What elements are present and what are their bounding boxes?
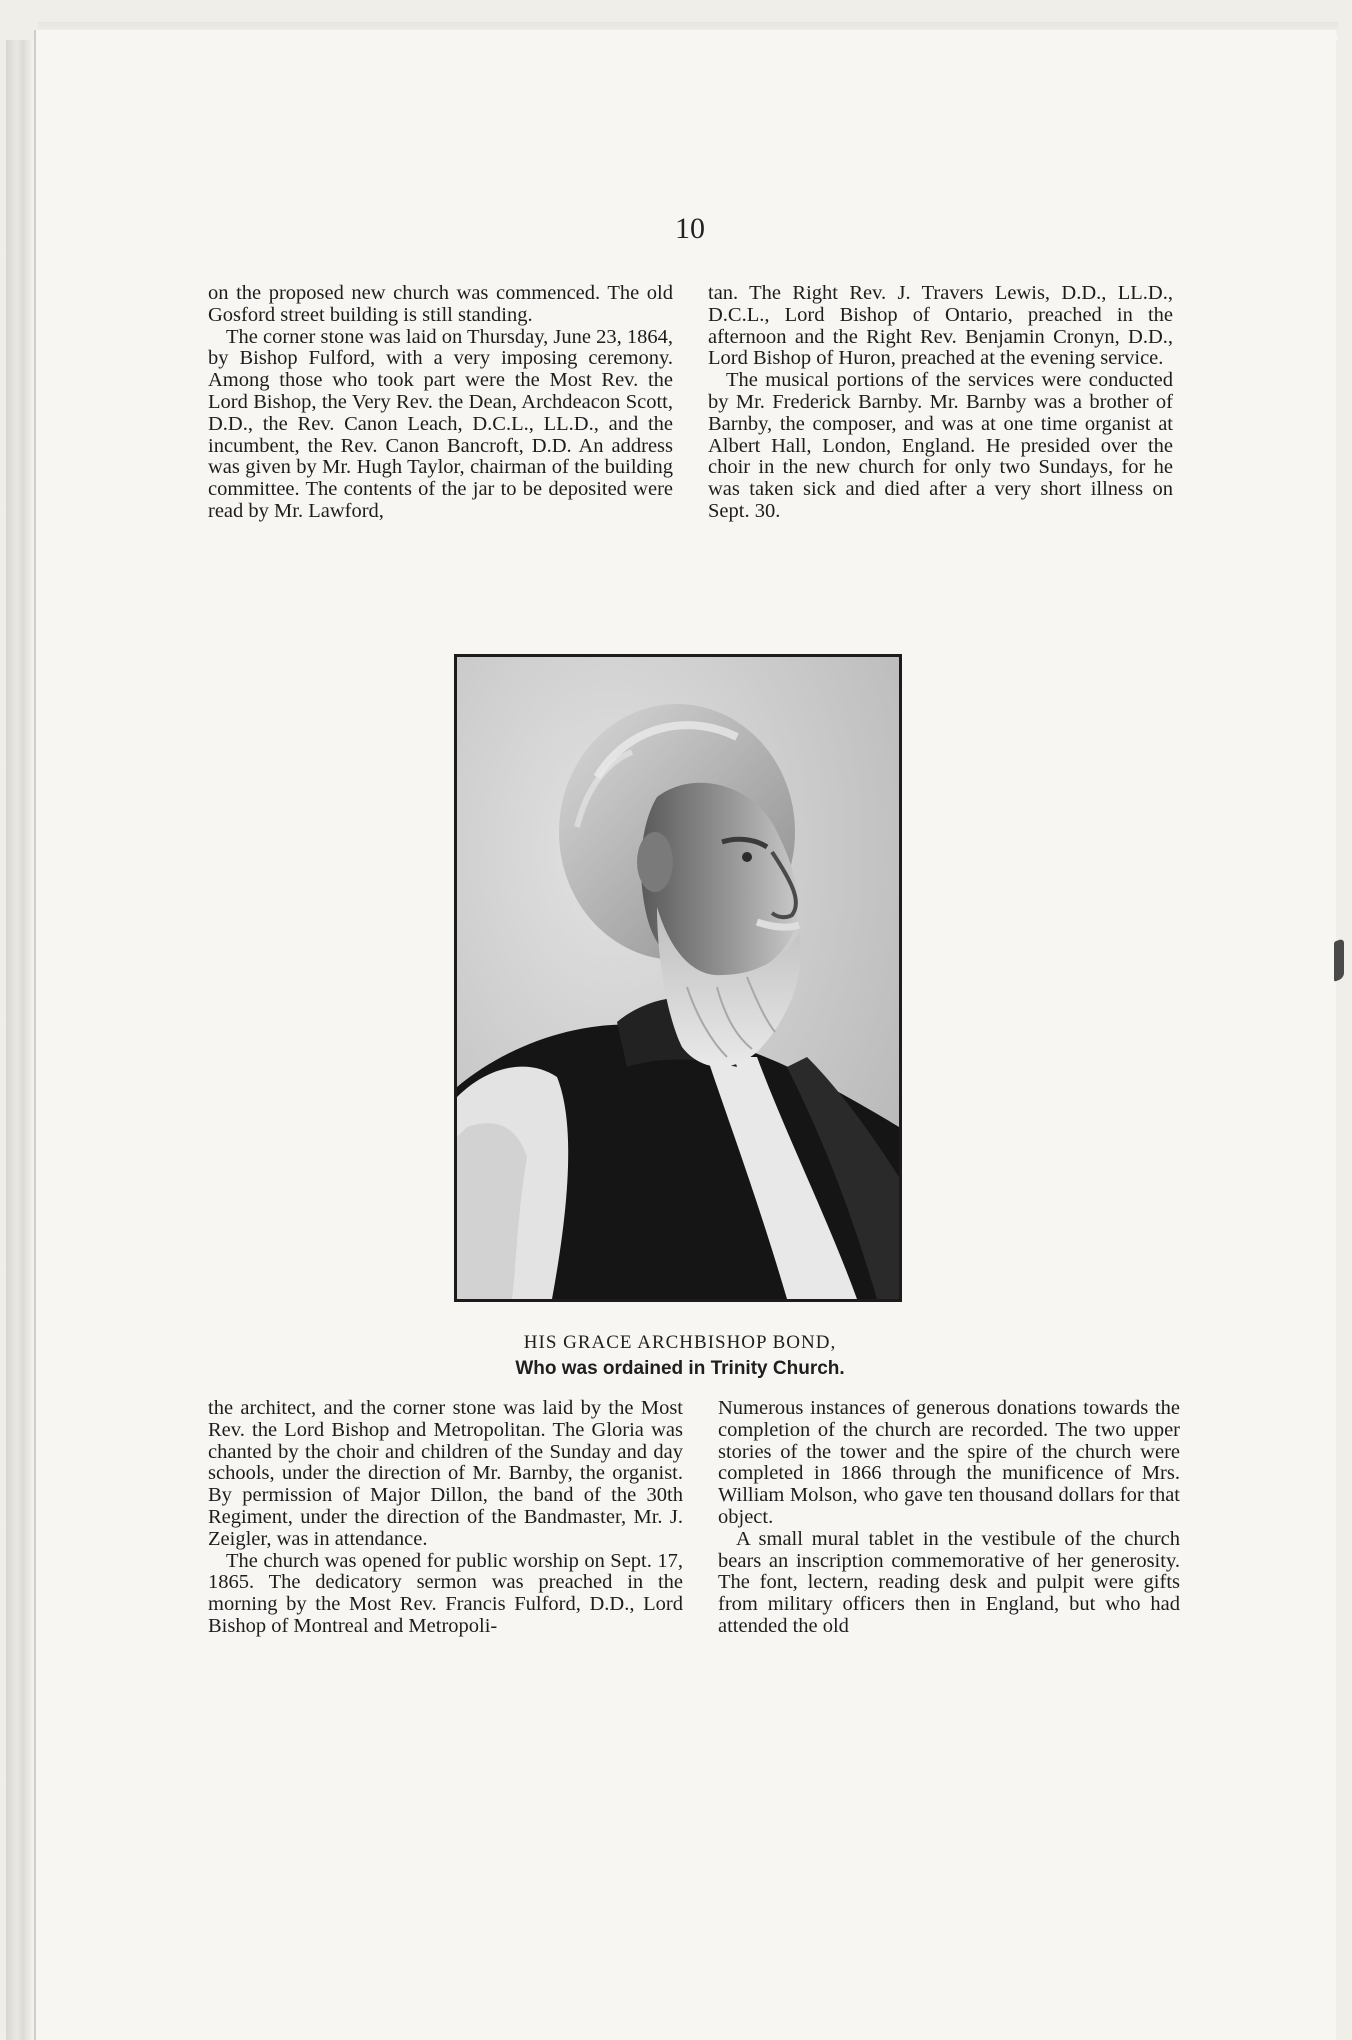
photo-caption-title: HIS GRACE ARCHBISHOP BOND, <box>523 1332 837 1353</box>
page-number: 10 <box>675 212 705 245</box>
text-column-top-left <box>208 283 673 523</box>
text-column-top-right <box>708 283 1173 523</box>
page-clip-mark <box>1334 938 1344 982</box>
portrait-photo <box>454 654 902 1302</box>
page-edge-left <box>6 40 34 2040</box>
photo-caption-subtitle: Who was ordained in Trinity Church. <box>515 1358 845 1379</box>
text-column-bottom-left <box>208 1398 683 1638</box>
paragraph: The musical portions of the services were conducted by Mr. Frederick Barnby. Mr. Barnby was a brother of Barnby, the composer, and was at one time organist at Albert Hall, London, England. He presided over the choir in the new church for only two Sundays, for he was taken sick and died after a very short illness on Sept. 30. <box>708 369 1173 522</box>
text-column-bottom-right <box>718 1398 1180 1638</box>
paragraph: Numerous instances of generous donations towards the completion of the church are recorded. The two upper stories of the tower and the spire of the church were completed in 1866 through the munificence of Mrs. William Molson, who gave ten thousand dollars for that object. <box>718 1397 1180 1528</box>
paragraph: on the proposed new church was commenced. The old Gosford street building is still standing. <box>208 282 673 326</box>
portrait-illustration <box>457 657 899 1299</box>
paragraph: The corner stone was laid on Thursday, June 23, 1864, by Bishop Fulford, with a very imposing ceremony. Among those who took part were the Most Rev. the Lord Bishop, the Very Rev. the Dean, Archdeacon Scott, D.D., the Rev. Canon Leach, D.C.L., LL.D., and the incumbent, the Rev. Canon Bancroft, D.D. An address was given by Mr. Hugh Taylor, chairman of the building committee. The contents of the jar to be deposited were read by Mr. Lawford, <box>208 325 673 522</box>
paragraph: The church was opened for public worship on Sept. 17, 1865. The dedicatory sermon was preached in the morning by the Most Rev. Francis Fulford, D.D., Lord Bishop of Montreal and Metropoli- <box>208 1549 683 1637</box>
paragraph: A small mural tablet in the vestibule of the church bears an inscription commemorative of her generosity. The font, lectern, reading desk and pulpit were gifts from military officers then in England, but who had attended the old <box>718 1527 1180 1637</box>
paragraph: tan. The Right Rev. J. Travers Lewis, D.D., LL.D., D.C.L., Lord Bishop of Ontario, preached in the afternoon and the Right Rev. Benjamin Cronyn, D.D., Lord Bishop of Huron, preached at the evening service. <box>708 282 1173 370</box>
paragraph: the architect, and the corner stone was laid by the Most Rev. the Lord Bishop and Metropolitan. The Gloria was chanted by the choir and children of the Sunday and day schools, under the direction of Mr. Barnby, the organist. By permission of Major Dillon, the band of the 30th Regiment, under the direction of the Bandmaster, Mr. J. Zeigler, was in attendance. <box>208 1397 683 1550</box>
